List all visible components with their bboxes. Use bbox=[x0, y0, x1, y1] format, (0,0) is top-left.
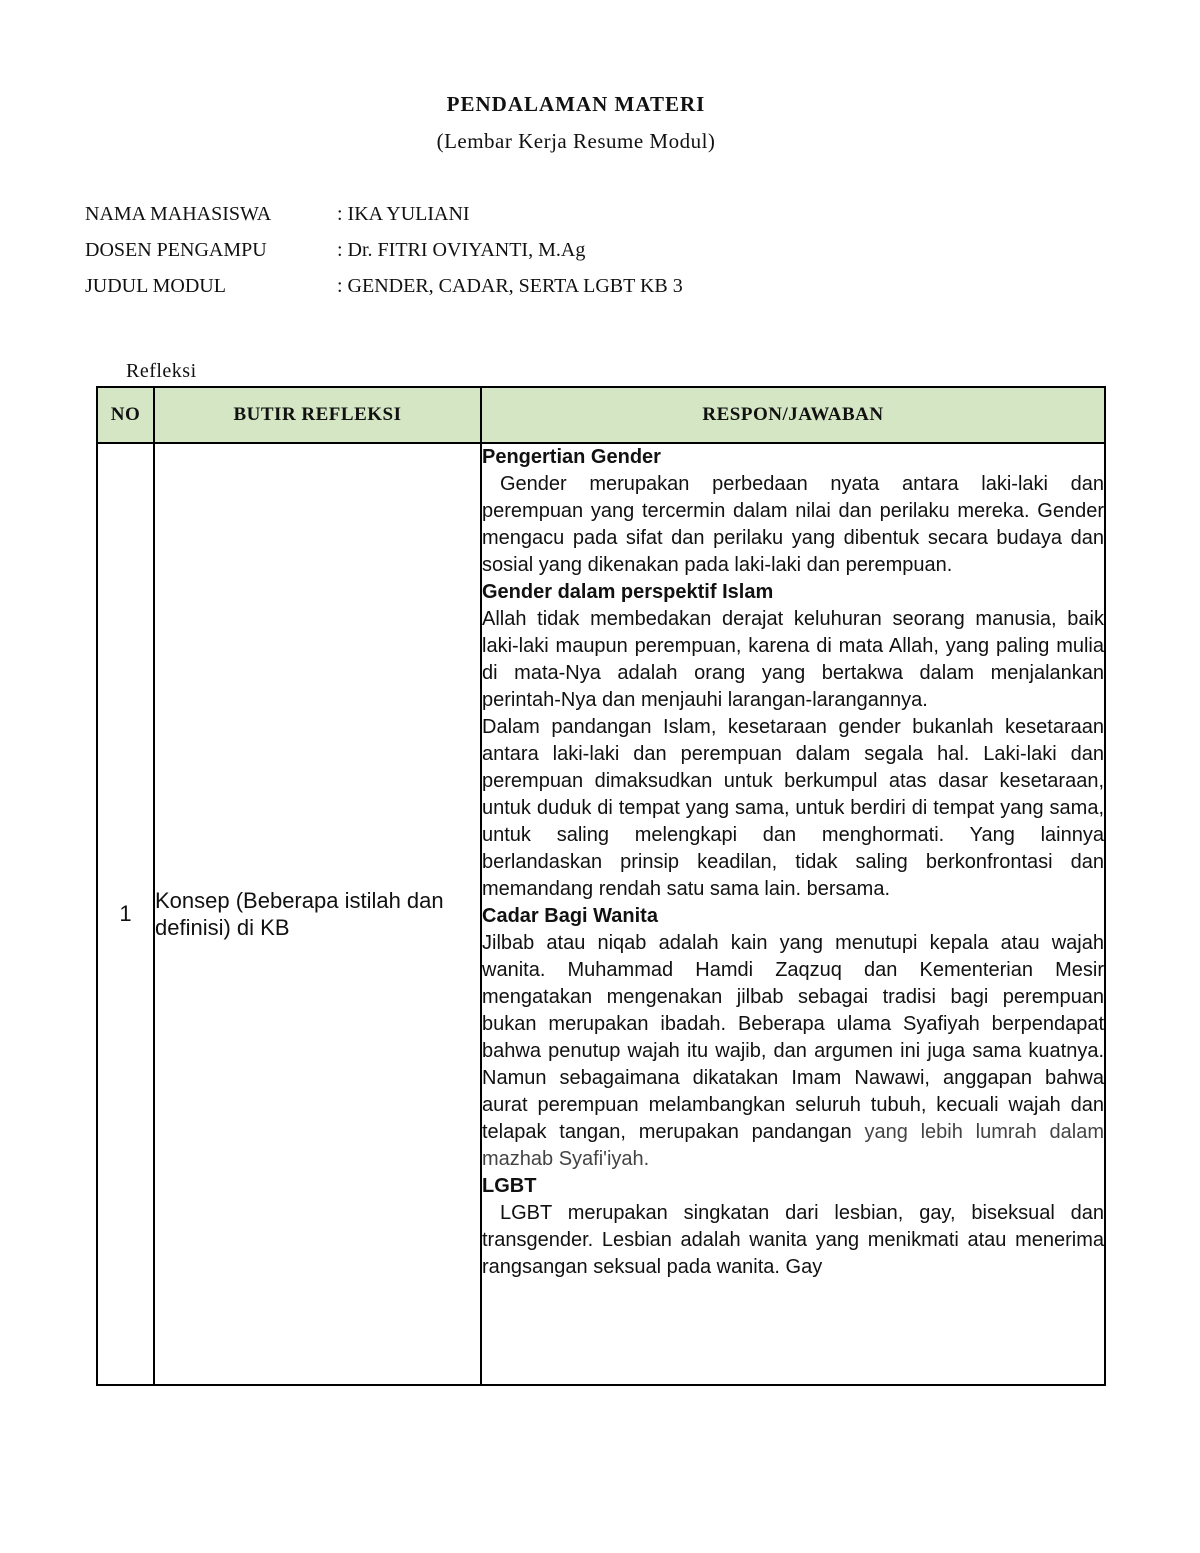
info-value: : Dr. FITRI OVIYANTI, M.Ag bbox=[337, 239, 586, 261]
paragraph: LGBT merupakan singkatan dari lesbian, gay, biseksual dan transgender. Lesbian adalah wanita yang menikmati atau menerima rangsangan seksual pada wanita. Gay bbox=[482, 1202, 1104, 1278]
page-title: PENDALAMAN MATERI bbox=[446, 92, 706, 116]
paragraph-body: Jilbab atau niqab adalah kain yang menutupi kepala atau wajah wanita. Muhammad Hamdi Zaqzuq dan Kementerian Mesir mengatakan mengenakan jilbab sebagai tradisi bagi perempuan bukan merupakan ibadah. Beberapa ulama Syafiyah berpendapat bahwa penutup wajah itu wajib, dan argumen ini juga sama kuatnya. Namun sebagaimana dikatakan Imam Nawawi, anggapan bahwa aurat perempuan melambangkan seluruh tubuh, kecuali wajah dan telapak tangan, merupakan pandangan bbox=[482, 932, 1104, 1143]
column-header-respon: RESPON/JAWABAN bbox=[481, 387, 1105, 443]
info-value: : IKA YULIANI bbox=[337, 203, 470, 225]
paragraph bbox=[482, 930, 1104, 1173]
info-value: : GENDER, CADAR, SERTA LGBT KB 3 bbox=[337, 275, 683, 297]
column-header-butir: BUTIR REFLEKSI bbox=[154, 387, 481, 443]
reflection-table bbox=[96, 386, 1106, 1386]
info-row-module bbox=[85, 270, 683, 306]
heading-gender-definition: Pengertian Gender bbox=[482, 446, 661, 468]
table-row bbox=[97, 443, 1105, 1385]
response-text bbox=[482, 444, 1104, 1281]
heading-gender-islam: Gender dalam perspektif Islam bbox=[482, 581, 774, 603]
page-subtitle: (Lembar Kerja Resume Modul) bbox=[436, 129, 716, 153]
table-header-row bbox=[97, 387, 1105, 443]
heading-lgbt: LGBT bbox=[482, 1175, 537, 1197]
paragraph-tail: yang lebih lumrah dalam mazhab Syafi'iyah. bbox=[482, 1121, 1104, 1170]
info-label: NAMA MAHASISWA bbox=[85, 203, 272, 225]
info-row-lecturer bbox=[85, 234, 683, 270]
section-label: Refleksi bbox=[126, 360, 197, 382]
info-label: JUDUL MODUL bbox=[85, 275, 226, 297]
reflection-item: Konsep (Beberapa istilah dan definisi) di KB bbox=[154, 443, 481, 1385]
response-cell bbox=[481, 443, 1105, 1385]
paragraph: Gender merupakan perbedaan nyata antara laki-laki dan perempuan yang tercermin dalam nilai dan perilaku mereka. Gender mengacu pada sifat dan perilaku yang dibentuk secara budaya dan sosial yang dikenakan pada laki-laki dan perempuan. bbox=[482, 473, 1104, 576]
paragraph: Dalam pandangan Islam, kesetaraan gender bukanlah kesetaraan antara laki-laki dan perempuan dalam segala hal. Laki-laki dan perempuan dimaksudkan untuk berkumpul atas dasar kesetaraan, untuk duduk di tempat yang sama, untuk berdiri di tempat yang sama, untuk saling melengkapi dan menghormati. Yang lainnya berlandaskan prinsip keadilan, tidak saling berkonfrontasi dan memandang rendah satu sama lain. bersama. bbox=[482, 716, 1104, 900]
info-label: DOSEN PENGAMPU bbox=[85, 239, 267, 261]
row-number: 1 bbox=[97, 443, 154, 1385]
paragraph: Allah tidak membedakan derajat keluhuran seorang manusia, baik laki-laki maupun perempuan, karena di mata Allah, yang paling mulia di mata-Nya adalah orang yang bertakwa dalam menjalankan perintah-Nya dan menjauhi larangan-larangannya. bbox=[482, 608, 1104, 711]
student-info bbox=[85, 198, 683, 306]
column-header-no: NO bbox=[97, 387, 154, 443]
info-row-name bbox=[85, 198, 683, 234]
heading-cadar: Cadar Bagi Wanita bbox=[482, 905, 658, 927]
